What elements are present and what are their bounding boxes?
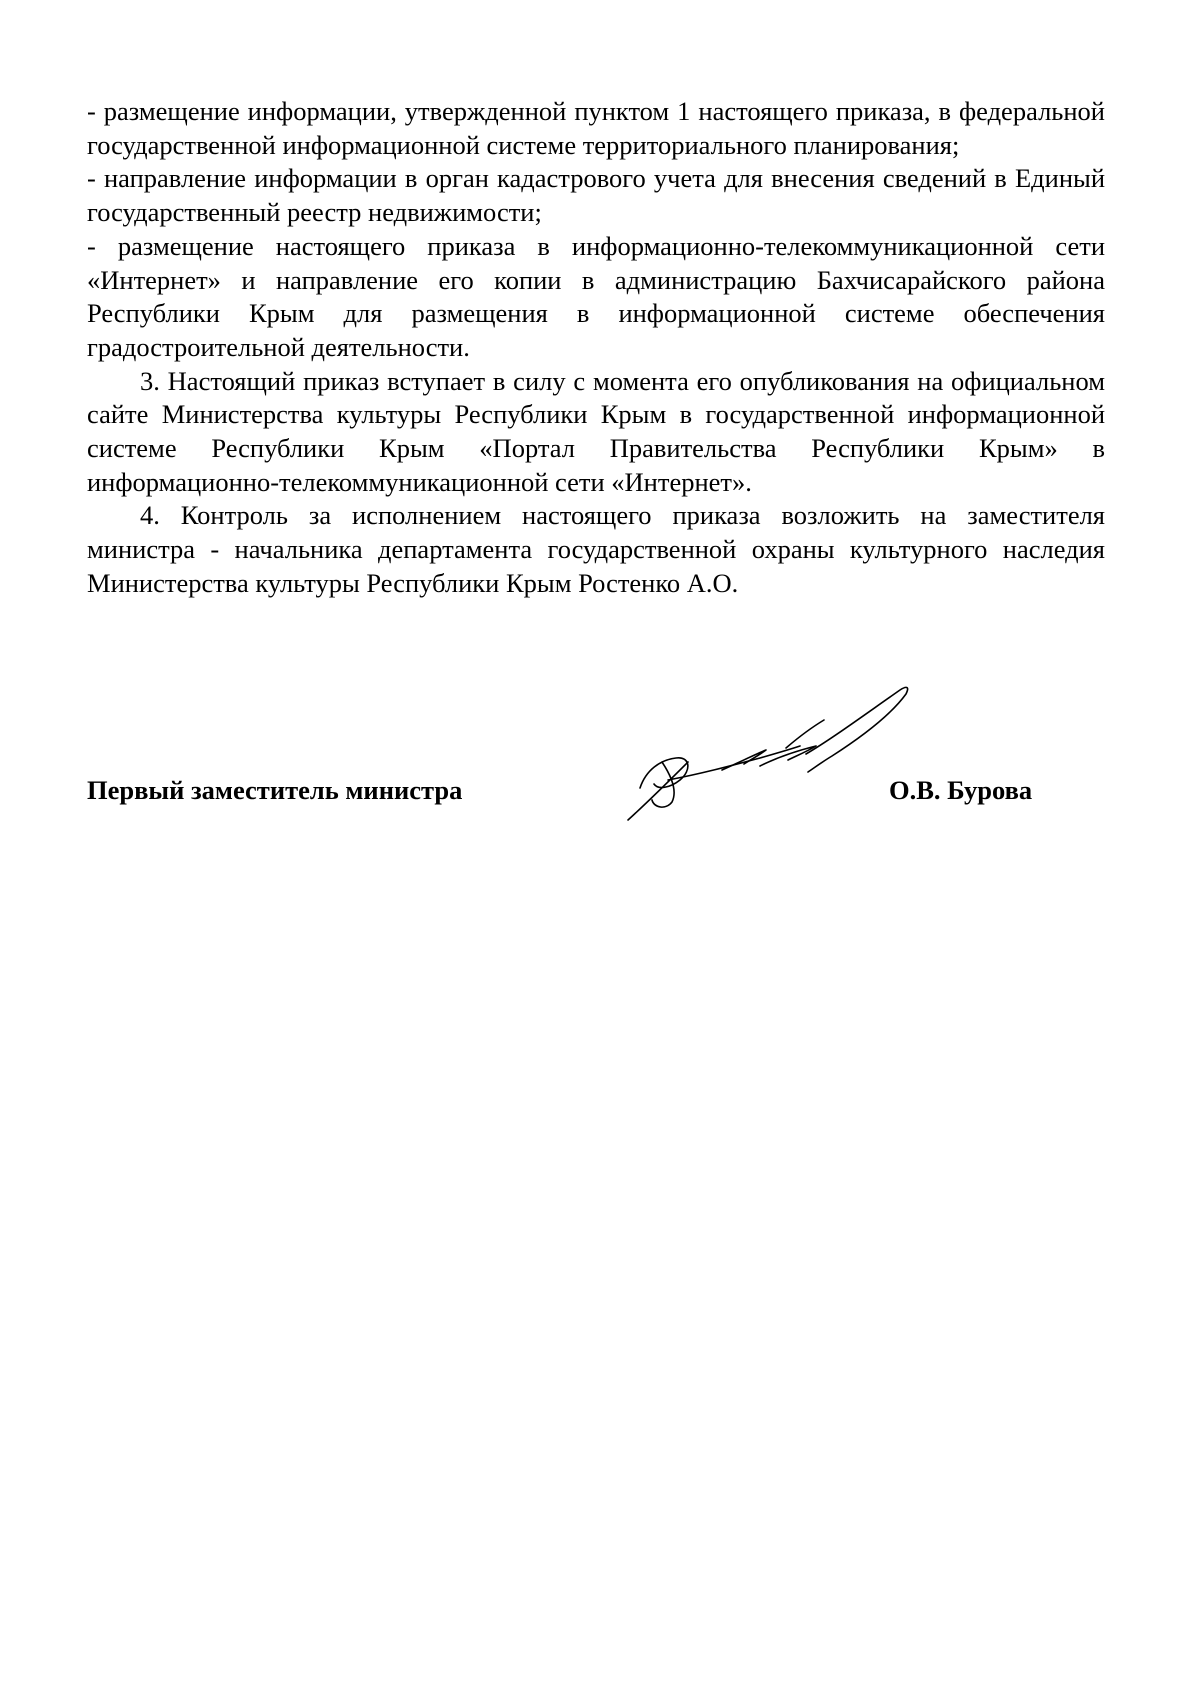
paragraph-internet-publication: - размещение настоящего приказа в информационно-телекоммуникационной сети «Интернет» и направление его копии в администрацию Бахчисарайского района Республики Крым для размещения в информационной системе обеспечения градостроительной деятельности. bbox=[87, 230, 1105, 362]
paragraph-publish-fgis: - размещение информации, утвержденной пунктом 1 настоящего приказа, в федеральной государственной информационной системе территориального планирования; bbox=[87, 96, 1105, 160]
signatory-title: Первый заместитель министра bbox=[87, 775, 463, 805]
signatory-name: О.В. Бурова bbox=[889, 775, 1033, 805]
paragraph-item-4-control: 4. Контроль за исполнением настоящего приказа возложить на заместителя министра - начальника департамента государственной охраны культурного наследия Министерства культуры Республики Крым Ростенко А.О. bbox=[87, 500, 1105, 598]
paragraph-item-3-effective-date: 3. Настоящий приказ вступает в силу с момента его опубликования на официальном сайте Министерства культуры Республики Крым в государственной информационной системе Республики Крым «Портал Правительства Республики Крым» в информационно-телекоммуникационной сети «Интернет». bbox=[87, 365, 1105, 497]
paragraph-cadastral-registry: - направление информации в орган кадастрового учета для внесения сведений в Единый государственный реестр недвижимости; bbox=[87, 163, 1105, 228]
document-body bbox=[87, 95, 1105, 601]
signature-block bbox=[87, 775, 1047, 815]
